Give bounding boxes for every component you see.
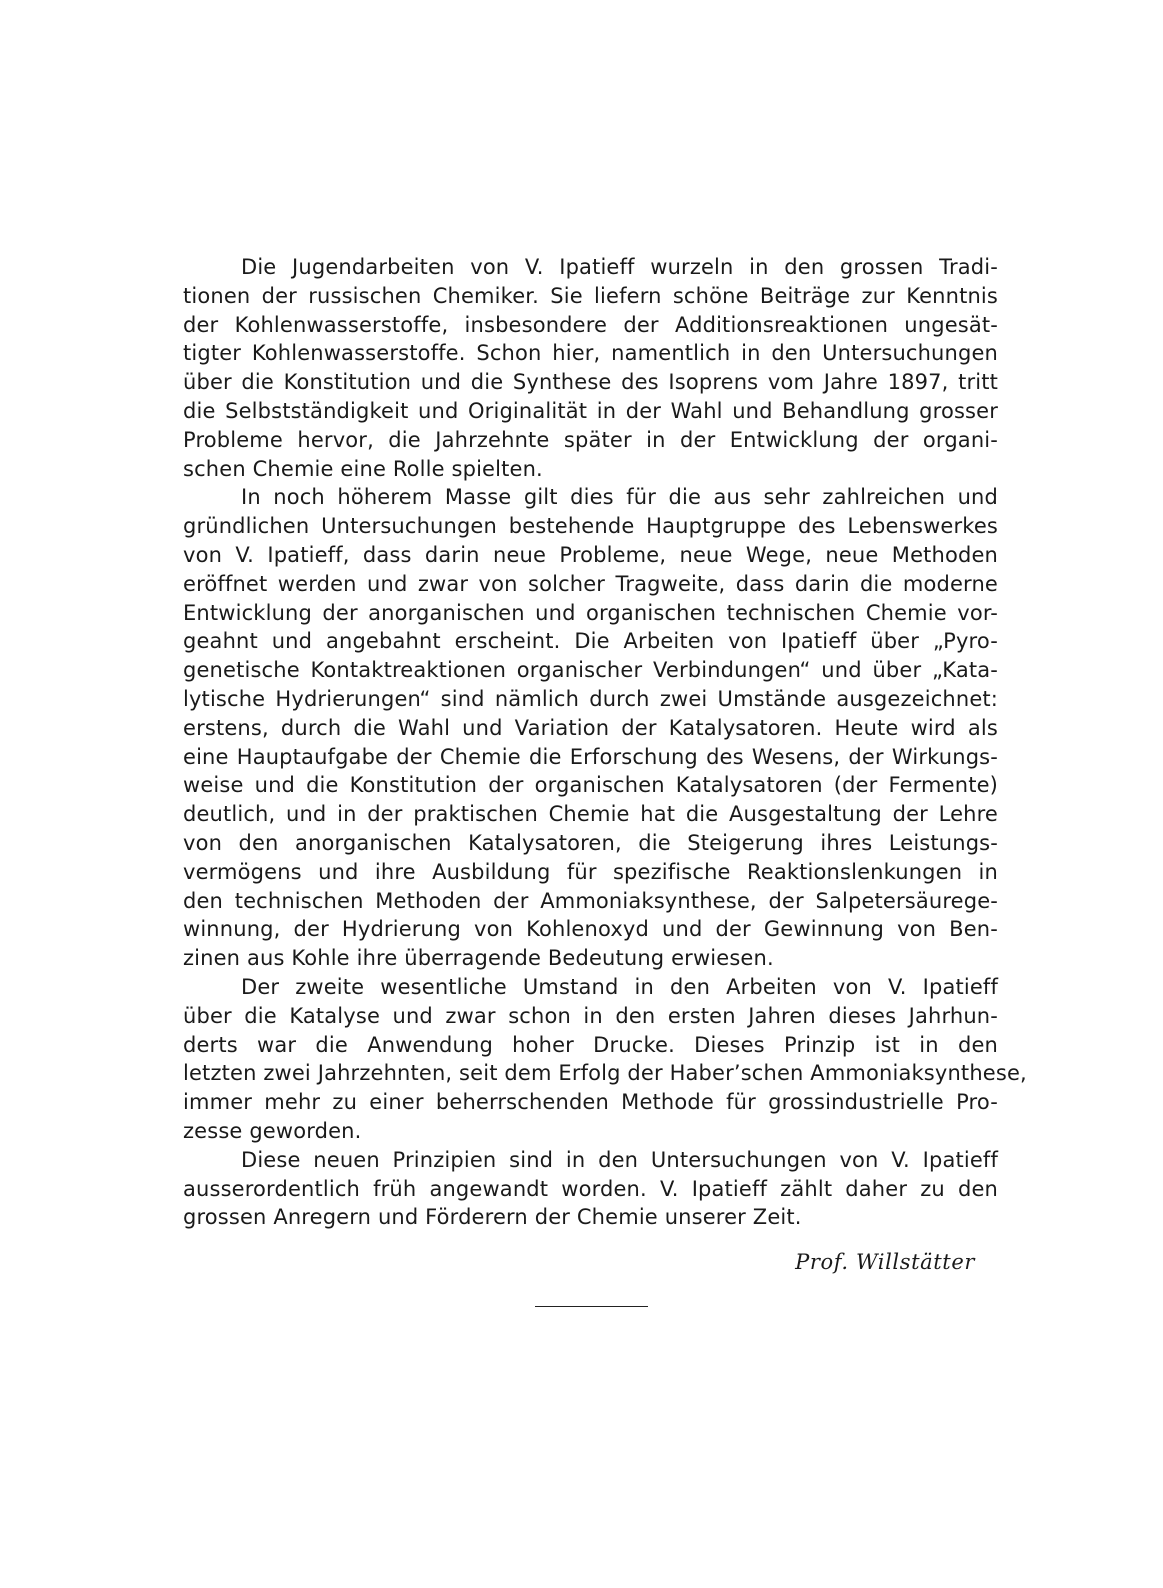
text-line: Die Jugendarbeiten von V. Ipatieff wurzeln in den grossen Tradi- (241, 255, 998, 279)
signature: Prof. Willstätter (795, 1250, 975, 1274)
text-line: grossen Anregern und Förderern der Chemie unserer Zeit. (183, 1205, 802, 1230)
text-line: über die Konstitution und die Synthese des Isoprens vom Jahre 1897, tritt (183, 370, 998, 395)
text-line: genetische Kontaktreaktionen organischer Verbindungen“ und über „Kata- (183, 658, 998, 683)
text-line: von V. Ipatieff, dass darin neue Probleme, neue Wege, neue Methoden (183, 542, 998, 567)
text-line: lytische Hydrierungen“ sind nämlich durch zwei Umstände ausgezeichnet: (183, 686, 998, 711)
text-line: letzten zwei Jahrzehnten, seit dem Erfolg der Haber’schen Ammoniaksynthese, (183, 1061, 1027, 1086)
text-line: weise und die Konstitution der organischen Katalysatoren (der Fermente) (183, 773, 998, 798)
text-line: die Selbstständigkeit und Originalität in der Wahl und Behandlung grosser (183, 398, 998, 423)
text-line: Entwicklung der anorganischen und organischen technischen Chemie vor- (183, 600, 998, 625)
body-text (183, 253, 1027, 1232)
text-line: schen Chemie eine Rolle spielten. (183, 456, 543, 481)
text-line: vermögens und ihre Ausbildung für spezifische Reaktionslenkungen in (183, 859, 998, 884)
text-line: In noch höherem Masse gilt dies für die aus sehr zahlreichen und (241, 485, 998, 510)
text-line: Der zweite wesentliche Umstand in den Arbeiten von V. Ipatieff (241, 974, 998, 999)
closing-rule (535, 1306, 648, 1307)
text-line: winnung, der Hydrierung von Kohlenoxyd und der Gewinnung von Ben- (183, 917, 998, 942)
text-line: Diese neuen Prinzipien sind in den Untersuchungen von V. Ipatieff (241, 1147, 998, 1172)
text-line: der Kohlenwasserstoffe, insbesondere der Additionsreaktionen ungesät- (183, 312, 998, 337)
text-line: ausserordentlich früh angewandt worden. V. Ipatieff zählt daher zu den (183, 1176, 998, 1201)
text-line: gründlichen Untersuchungen bestehende Hauptgruppe des Lebenswerkes (183, 514, 998, 539)
text-line: tigter Kohlenwasserstoffe. Schon hier, namentlich in den Untersuchungen (183, 341, 998, 366)
text-line: zinen aus Kohle ihre überragende Bedeutung erwiesen. (183, 946, 774, 971)
text-line: immer mehr zu einer beherrschenden Methode für grossindustrielle Pro- (183, 1090, 998, 1115)
text-line: Probleme hervor, die Jahrzehnte später in der Entwicklung der organi- (183, 427, 998, 452)
text-line: von den anorganischen Katalysatoren, die Steigerung ihres Leistungs- (183, 830, 998, 855)
text-line: geahnt und angebahnt erscheint. Die Arbeiten von Ipatieff über „Pyro- (183, 629, 998, 654)
text-line: eine Hauptaufgabe der Chemie die Erforschung des Wesens, der Wirkungs- (183, 744, 998, 769)
text-line: zesse geworden. (183, 1118, 362, 1143)
text-line: den technischen Methoden der Ammoniaksynthese, der Salpetersäurege- (183, 888, 998, 913)
text-line: deutlich, und in der praktischen Chemie hat die Ausgestaltung der Lehre (183, 802, 998, 827)
text-line: eröffnet werden und zwar von solcher Tragweite, dass darin die moderne (183, 571, 998, 596)
text-line: derts war die Anwendung hoher Drucke. Dieses Prinzip ist in den (183, 1032, 998, 1057)
text-line: über die Katalyse und zwar schon in den ersten Jahren dieses Jahrhun- (183, 1003, 998, 1028)
text-line: tionen der russischen Chemiker. Sie liefern schöne Beiträge zur Kenntnis (183, 283, 998, 308)
text-line: erstens, durch die Wahl und Variation der Katalysatoren. Heute wird als (183, 715, 998, 740)
